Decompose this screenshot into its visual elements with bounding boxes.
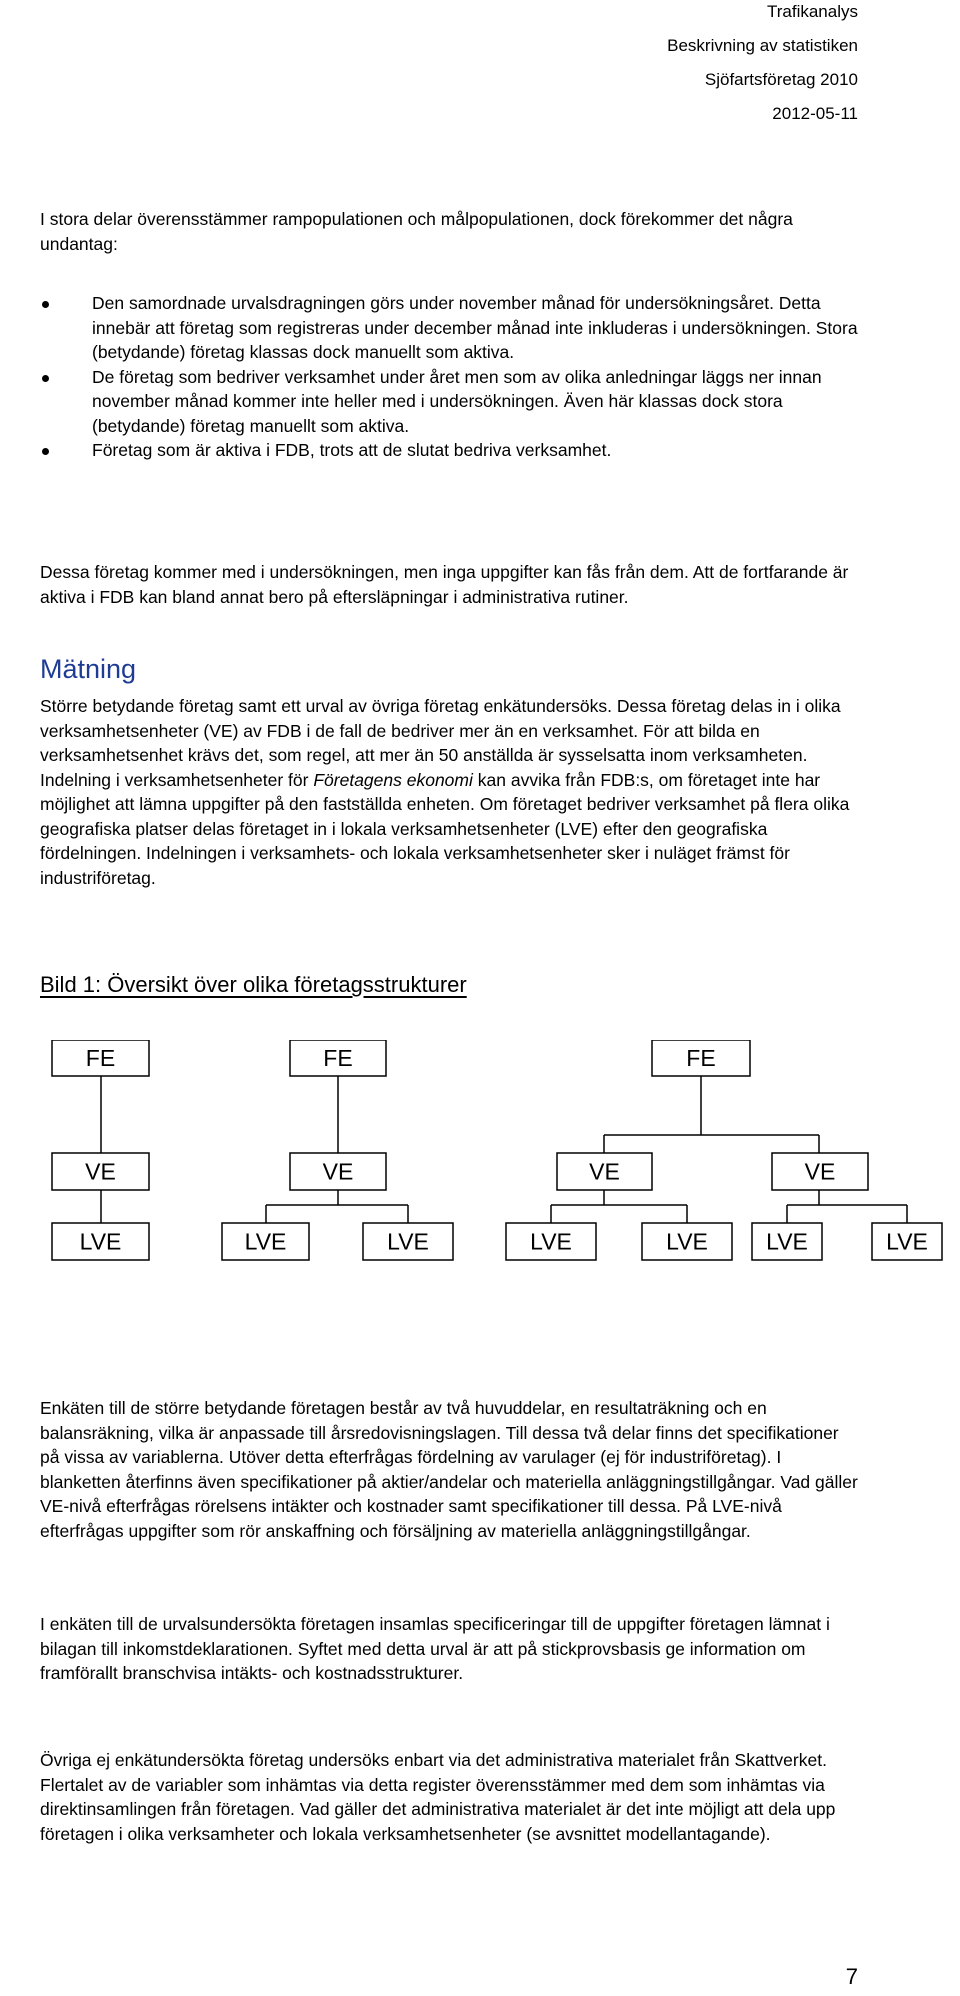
list-item — [40, 438, 860, 463]
list-item-text: Den samordnade urvalsdragningen görs under november månad för undersökningsåret. Detta innebär att företag som registreras under december månad inte inkluderas i undersökningen. Stora (betydande) företag klassas dock manuellt som aktiva. — [92, 293, 858, 362]
lve-label: LVE — [530, 1228, 572, 1255]
measure-paragraph — [40, 694, 860, 890]
section-heading: Mätning — [40, 654, 137, 684]
measure-text-part2: kan avvika från FDB:s, om företaget inte har möjlighet att lämna uppgifter på den fastställda enheten. Om företaget bedriver verksamhet på flera olika geografiska platser delas företaget in i lokala verksamhetsenheter (LVE) efter den geografiska fördelningen. Indelningen i verksamhets- och lokala verksamhetsenheter sker i nuläget främst för industriföretag. — [40, 769, 850, 888]
header-subject: Sjöfartsföretag 2010 — [704, 70, 858, 89]
ve-label: VE — [589, 1158, 620, 1185]
connector-lines — [101, 1076, 907, 1223]
intro-text: I stora delar överensstämmer rampopulationen och målpopulationen, dock förekommer det några undantag: — [40, 209, 793, 254]
exception-list — [40, 291, 860, 463]
after-bullets-paragraph — [40, 560, 860, 609]
paragraph-text: Enkäten till de större betydande företagen består av två huvuddelar, en resultaträkning och en balansräkning, vilka är anpassade till årsredovisningslagen. Till dessa två delar finns det specifikationer på vissa av variablerna. Utöver detta efterfrågas fördelning av varulager (ej för industriföretag). I blanketten återfinns även specifikationer på aktier/andelar och materiella anläggningstillgångar. Vad gäller VE-nivå efterfrågas rörelsens intäkter och kostnader samt specifikationer till dessa. På LVE-nivå efterfrågas uppgifter som rör anskaffning och försäljning av materiella anläggningstillgångar. — [40, 1398, 858, 1541]
fe-row — [52, 1040, 750, 1076]
bullet-icon — [42, 448, 49, 455]
intro-paragraph — [40, 207, 860, 256]
bullet-icon — [42, 375, 49, 382]
lve-label: LVE — [766, 1228, 808, 1255]
list-item — [40, 291, 860, 365]
measure-text-italic: Företagens ekonomi — [313, 769, 473, 790]
list-item-text: Företag som är aktiva i FDB, trots att de slutat bedriva verksamhet. — [92, 440, 612, 460]
after-bullets-text: Dessa företag kommer med i undersökningen, men inga uppgifter kan fås från dem. Att de fortfarande är aktiva i FDB kan bland annat bero på eftersläpningar i administrativa rutiner. — [40, 562, 849, 607]
lve-label: LVE — [79, 1228, 122, 1255]
admin-material-paragraph — [40, 1748, 860, 1846]
header-date: 2012-05-11 — [772, 104, 858, 123]
header-doc-type: Beskrivning av statistiken — [667, 36, 858, 55]
measure-text — [40, 694, 860, 890]
ve-label: VE — [322, 1158, 354, 1185]
lve-label: LVE — [387, 1228, 429, 1255]
bullet-icon — [42, 301, 49, 308]
header-agency: Trafikanalys — [766, 2, 858, 21]
fe-label: FE — [686, 1045, 716, 1071]
lve-row — [52, 1223, 942, 1260]
fe-label: FE — [85, 1045, 116, 1071]
survey-sample-paragraph — [40, 1612, 860, 1686]
measure-text-part1: Större betydande företag samt ett urval av övriga företag enkätundersöks. Dessa företag delas in i olika verksamhetsenheter (VE) av FDB i de fall de bedriver mer än en verksamhet. För att bilda en verksamhetsenhet krävs det, som regel, att mer än 50 anställda är sysselsatta inom verksamheten. Indelning i verksamhetsenheter för — [40, 696, 841, 790]
structure-diagram — [0, 1040, 960, 1300]
list-item — [40, 365, 860, 439]
lve-label: LVE — [244, 1228, 287, 1255]
ve-label: VE — [85, 1158, 116, 1185]
paragraph-text: I enkäten till de urvalsundersökta företagen insamlas specificeringar till de uppgifter företagen lämnat i bilagan till inkomstdeklarationen. Syftet med detta urval är att på stickprovsbasis ge information om framförallt branschvisa intäkts- och kostnadsstrukturer. — [40, 1614, 830, 1683]
ve-label: VE — [804, 1158, 836, 1185]
figure-caption: Bild 1: Översikt över olika företagsstrukturer — [40, 972, 467, 997]
lve-label: LVE — [886, 1228, 928, 1255]
survey-large-paragraph — [40, 1396, 860, 1543]
page-number: 7 — [845, 1964, 858, 1989]
lve-label: LVE — [666, 1228, 708, 1255]
ve-row — [52, 1153, 868, 1190]
fe-label: FE — [323, 1045, 353, 1071]
paragraph-text: Övriga ej enkätundersökta företag undersöks enbart via det administrativa materialet från Skattverket. Flertalet av de variabler som inhämtas via detta register överensstämmer med dem som inhämtas via direktinsamlingen från företagen. Vad gäller det administrativa materialet är det inte möjligt att dela upp företagen i olika verksamheter och lokala verksamhetsenheter (se avsnittet modellantagande). — [40, 1750, 836, 1844]
list-item-text: De företag som bedriver verksamhet under året men som av olika anledningar läggs ner innan november månad kommer inte heller med i undersökningen. Även här klassas dock stora (betydande) företag manuellt som aktiva. — [92, 366, 822, 436]
